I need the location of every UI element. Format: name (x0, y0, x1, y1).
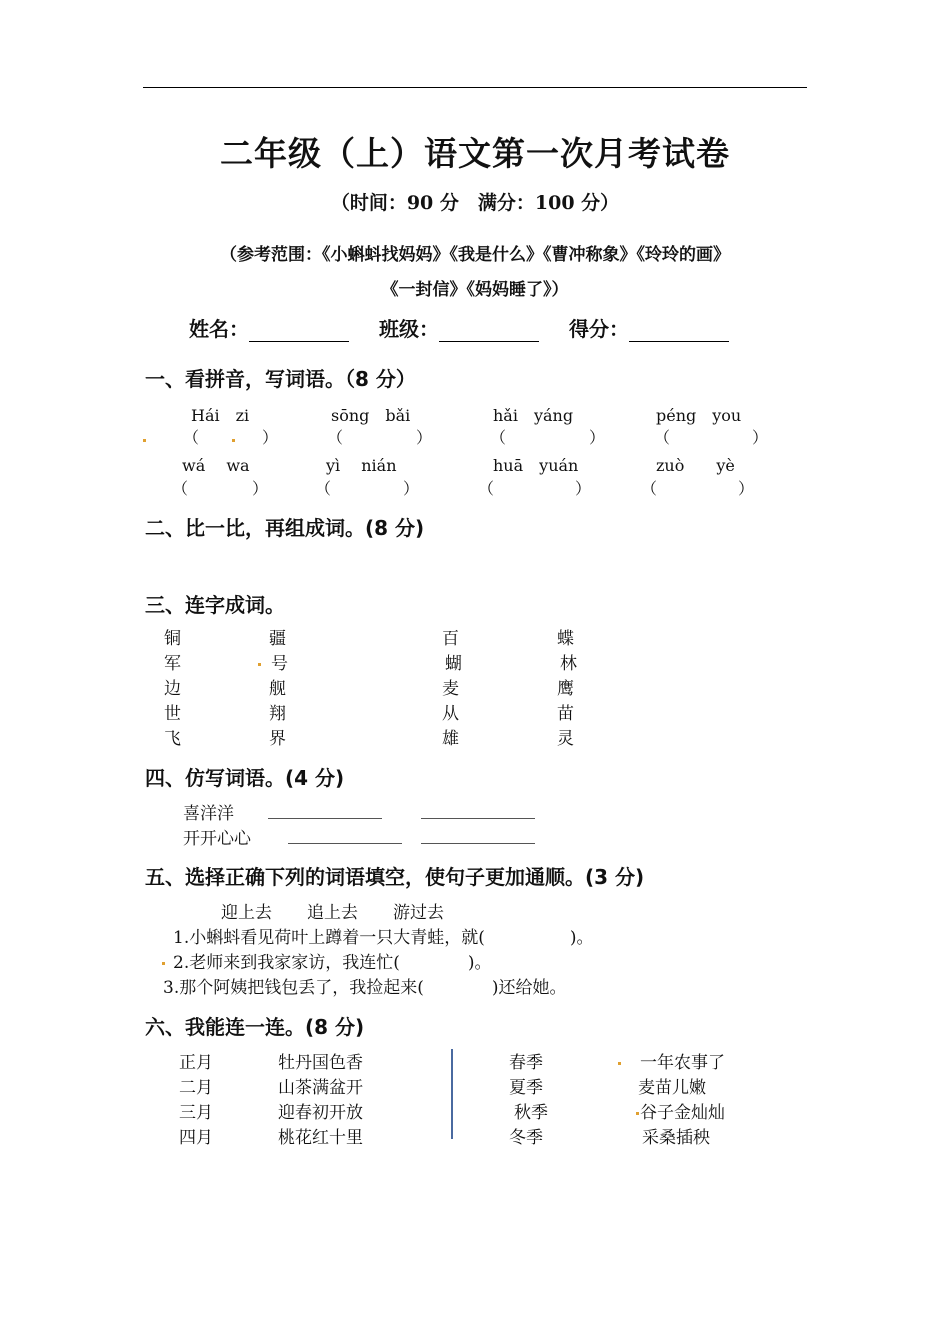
flower-item: 牡丹国色香 (278, 1053, 363, 1073)
answer-paren-close: ） (575, 479, 592, 498)
link-char: 鹰 (557, 679, 574, 699)
stray-mark (636, 1112, 639, 1115)
farm-item: 麦苗儿嫩 (638, 1078, 706, 1098)
pinyin: zuò yè (656, 456, 735, 475)
link-char: 从 (442, 704, 459, 724)
link-char: 号 (271, 654, 288, 674)
season-item: 春季 (509, 1053, 543, 1073)
name-blank[interactable] (249, 321, 349, 342)
link-char: 蝶 (557, 629, 574, 649)
imitate-example: 开开心心 (183, 829, 251, 849)
answer-paren-close: ） (262, 428, 279, 447)
sentence: 3.那个阿姨把钱包丢了，我捡起来( )还给她。 (163, 978, 567, 998)
answer-line[interactable] (421, 843, 535, 844)
answer-paren-close: ） (589, 428, 606, 447)
choice-word: 迎上去 (221, 903, 272, 923)
answer-line[interactable] (268, 818, 382, 819)
link-char: 界 (269, 729, 286, 749)
section-3-heading: 三、连字成词。 (145, 593, 285, 617)
answer-paren-open: （ (183, 428, 200, 447)
link-char: 麦 (442, 679, 459, 699)
farm-item: 一年农事了 (640, 1053, 725, 1073)
page-title: 二年级（上）语文第一次月考试卷 (220, 134, 730, 173)
answer-paren-open: （ (478, 479, 495, 498)
choice-word: 追上去 (307, 903, 358, 923)
answer-paren-open: （ (327, 428, 344, 447)
link-char: 苗 (557, 704, 574, 724)
month-item: 四月 (179, 1128, 213, 1148)
farm-item: 采桑插秧 (642, 1128, 710, 1148)
answer-paren-open: （ (654, 428, 671, 447)
header-rule (143, 87, 807, 88)
flower-item: 迎春初开放 (278, 1103, 363, 1123)
pinyin: péng you (656, 406, 742, 425)
flower-item: 山茶满盆开 (278, 1078, 363, 1098)
answer-paren-close: ） (738, 479, 755, 498)
pinyin: wá wa (182, 456, 250, 475)
link-char: 铜 (164, 629, 181, 649)
link-char: 灵 (557, 729, 574, 749)
stray-mark (258, 663, 261, 666)
section-4-heading: 四、仿写词语。(4 分) (145, 766, 345, 790)
flower-item: 桃花红十里 (278, 1128, 363, 1148)
answer-paren-close: ） (752, 428, 769, 447)
section-5-heading: 五、选择正确下列的词语填空，使句子更加通顺。(3 分) (145, 865, 645, 889)
sentence: 2.老师来到我家家访，我连忙( )。 (173, 953, 492, 973)
month-item: 二月 (179, 1078, 213, 1098)
answer-line[interactable] (288, 843, 402, 844)
season-item: 秋季 (514, 1103, 548, 1123)
pinyin: Hái zi (191, 406, 250, 425)
score-field[interactable] (569, 313, 729, 342)
name-label: 姓名： (189, 317, 249, 341)
class-label: 班级： (379, 317, 439, 341)
month-item: 正月 (179, 1053, 213, 1073)
section-6-heading: 六、我能连一连。(8 分) (145, 1015, 365, 1039)
farm-item: 谷子金灿灿 (640, 1103, 725, 1123)
link-char: 世 (164, 704, 181, 724)
imitate-example: 喜洋洋 (183, 804, 234, 824)
link-char: 军 (164, 654, 181, 674)
answer-paren-close: ） (416, 428, 433, 447)
link-char: 飞 (164, 729, 181, 749)
link-char: 百 (442, 629, 459, 649)
answer-line[interactable] (421, 818, 535, 819)
class-field[interactable] (379, 313, 539, 342)
link-char: 舰 (269, 679, 286, 699)
pinyin: huā yuán (493, 456, 579, 475)
section-2-heading: 二、比一比，再组成词。(8 分) (145, 516, 425, 540)
answer-paren-open: （ (641, 479, 658, 498)
season-item: 冬季 (509, 1128, 543, 1148)
link-char: 疆 (269, 629, 286, 649)
answer-paren-open: （ (490, 428, 507, 447)
sentence: 1.小蝌蚪看见荷叶上蹲着一只大青蛙，就( )。 (173, 928, 594, 948)
stray-mark (162, 962, 165, 965)
link-char: 林 (560, 654, 577, 674)
reference-range-line-2: 《一封信》《妈妈睡了》） (381, 280, 569, 300)
season-item: 夏季 (509, 1078, 543, 1098)
class-blank[interactable] (439, 321, 539, 342)
link-char: 雄 (442, 729, 459, 749)
column-divider (451, 1049, 453, 1139)
answer-paren-open: （ (315, 479, 332, 498)
link-char: 翔 (269, 704, 286, 724)
answer-paren-close: ） (403, 479, 420, 498)
pinyin: yì nián (326, 456, 397, 475)
link-char: 蝴 (445, 654, 462, 674)
score-blank[interactable] (629, 321, 729, 342)
answer-paren-open: （ (172, 479, 189, 498)
score-label: 得分： (569, 317, 629, 341)
stray-mark (618, 1062, 621, 1065)
pinyin: sōng bǎi (331, 406, 411, 425)
section-1-heading: 一、看拼音，写词语。（8 分） (145, 367, 416, 391)
exam-time-score: （时间：90 分 满分：100 分） (330, 192, 620, 214)
answer-paren-close: ） (252, 479, 269, 498)
choice-word: 游过去 (393, 903, 444, 923)
link-char: 边 (164, 679, 181, 699)
stray-mark (232, 439, 235, 442)
reference-range-line-1: （参考范围：《小蝌蚪找妈妈》《我是什么》《曹冲称象》《玲玲的画》 (220, 245, 730, 265)
month-item: 三月 (179, 1103, 213, 1123)
pinyin: hǎi yáng (493, 406, 574, 425)
stray-mark (143, 439, 146, 442)
name-field[interactable] (189, 313, 349, 342)
